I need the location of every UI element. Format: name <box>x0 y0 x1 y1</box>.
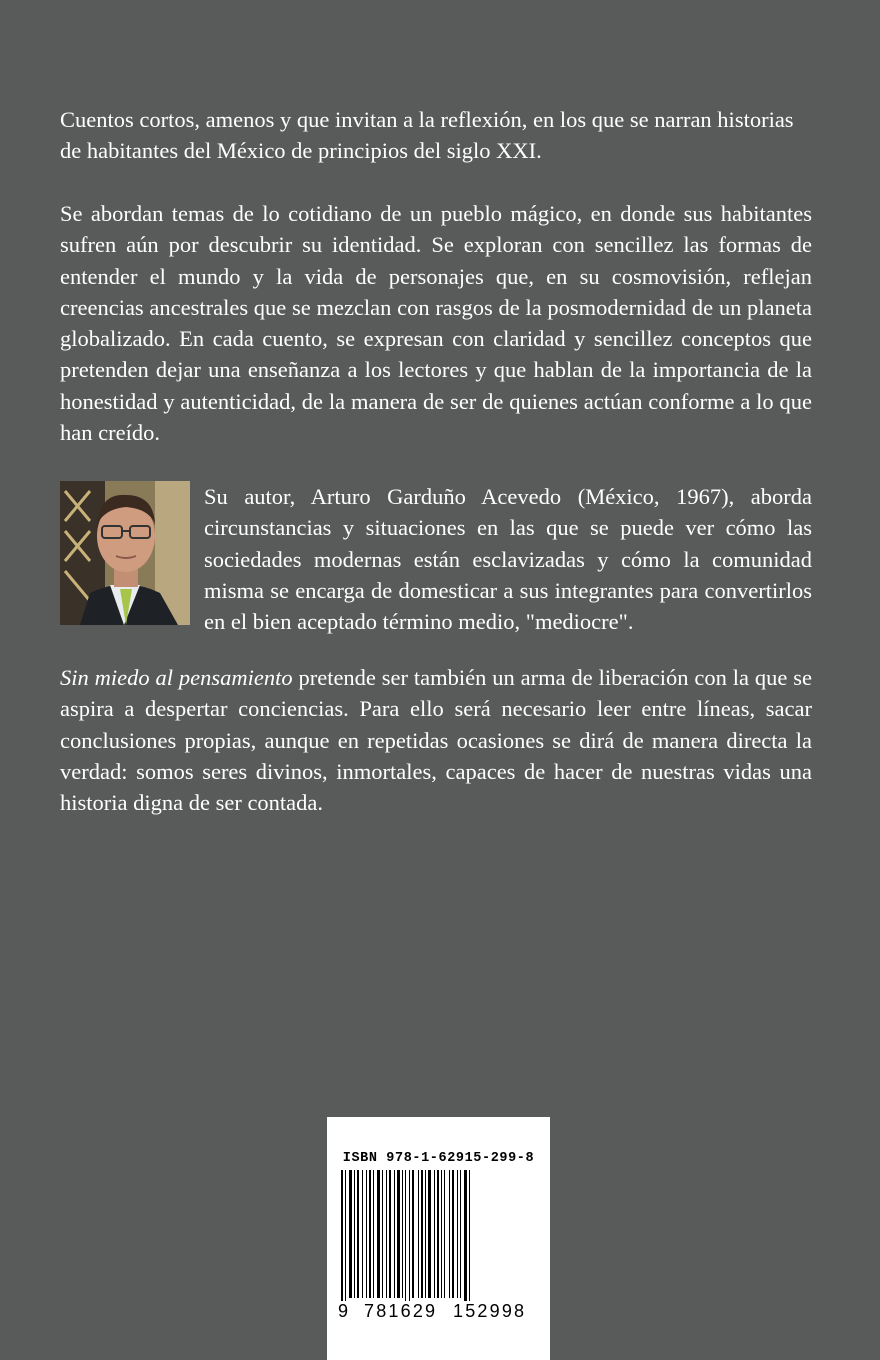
barcode-bar <box>457 1170 458 1298</box>
intro-paragraph: Cuentos cortos, amenos y que invitan a la reflexión, en los que se narran historias de habitantes del México de principios del siglo XXI. <box>60 107 794 164</box>
barcode-bar <box>428 1170 431 1298</box>
barcode-bar <box>369 1170 371 1298</box>
isbn-barcode <box>327 1117 550 1360</box>
barcode-bar <box>425 1170 426 1298</box>
author-portrait-image <box>60 481 190 625</box>
barcode-bar <box>341 1170 343 1312</box>
barcode-bar <box>452 1170 454 1298</box>
barcode-digits-right: 152998 <box>453 1301 527 1321</box>
barcode-digits-left: 781629 <box>364 1301 438 1321</box>
author-photo <box>60 481 190 625</box>
barcode-digit-lead: 9 <box>338 1301 349 1321</box>
barcode-bar <box>444 1170 445 1298</box>
barcode-bar <box>345 1170 346 1312</box>
barcode-bar <box>405 1170 406 1312</box>
barcode-bar <box>402 1170 403 1298</box>
barcode-bar <box>460 1170 461 1298</box>
isbn-label: ISBN 978-1-62915-299-8 <box>342 1151 535 1166</box>
barcode-bar <box>397 1170 400 1298</box>
barcode-bar <box>449 1170 450 1298</box>
barcode-bars <box>339 1170 545 1322</box>
closing-paragraph <box>60 662 812 818</box>
barcode-bar <box>377 1170 380 1298</box>
themes-paragraph: Se abordan temas de lo cotidiano de un pueblo mágico, en donde sus habitantes sufren aún por descubrir su identidad. Se exploran con sencillez las formas de entender el mundo y la vida de personajes que, en su cosmovisión, reflejan creencias ancestrales que se mezclan con rasgos de la posmodernidad de un planeta globalizado. En cada cuento, se expresan con claridad y sencillez conceptos que pretenden dejar una enseñanza a los lectores y que hablan de la importancia de la honestidad y autenticidad, de la manera de ser de quienes actúan conforme a lo que han creído. <box>60 201 812 446</box>
barcode-bar <box>412 1170 414 1298</box>
book-title: Sin miedo al pensamiento <box>60 665 293 690</box>
barcode-bar <box>464 1170 467 1312</box>
barcode-bar <box>357 1170 359 1298</box>
barcode-bar <box>349 1170 352 1298</box>
author-paragraph: Su autor, Arturo Garduño Acevedo (México, 1967), aborda circunstancias y situaciones en las que se puede ver cómo las sociedades modernas están esclavizadas y cómo la comunidad misma se encarga de domesticar a sus integrantes para convertirlos en el bien aceptado término medio, "mediocre". <box>204 484 812 635</box>
barcode-bar <box>354 1170 355 1298</box>
barcode-bar <box>362 1170 363 1298</box>
barcode-bar <box>421 1170 423 1298</box>
barcode-bar <box>409 1170 410 1312</box>
barcode-bar <box>434 1170 435 1298</box>
barcode-bar <box>394 1170 395 1298</box>
barcode-bar <box>373 1170 374 1298</box>
barcode-bar <box>389 1170 391 1298</box>
barcode-bar <box>437 1170 439 1298</box>
barcode-bar <box>469 1170 470 1312</box>
barcode-bar <box>386 1170 387 1298</box>
closing-text: pretende ser también un arma de liberación con la que se aspira a despertar conciencias. Para ello será necesario leer entre líneas, sacar conclusiones propias, aunque en repetidas ocasiones se dirá de manera directa la verdad: somos seres divinos, inmortales, capaces de hacer de nuestras vidas una historia digna de ser contada. <box>60 665 812 816</box>
barcode-bar <box>382 1170 383 1298</box>
barcode-bar <box>441 1170 442 1298</box>
barcode-bar <box>418 1170 419 1298</box>
barcode-bar <box>366 1170 367 1298</box>
